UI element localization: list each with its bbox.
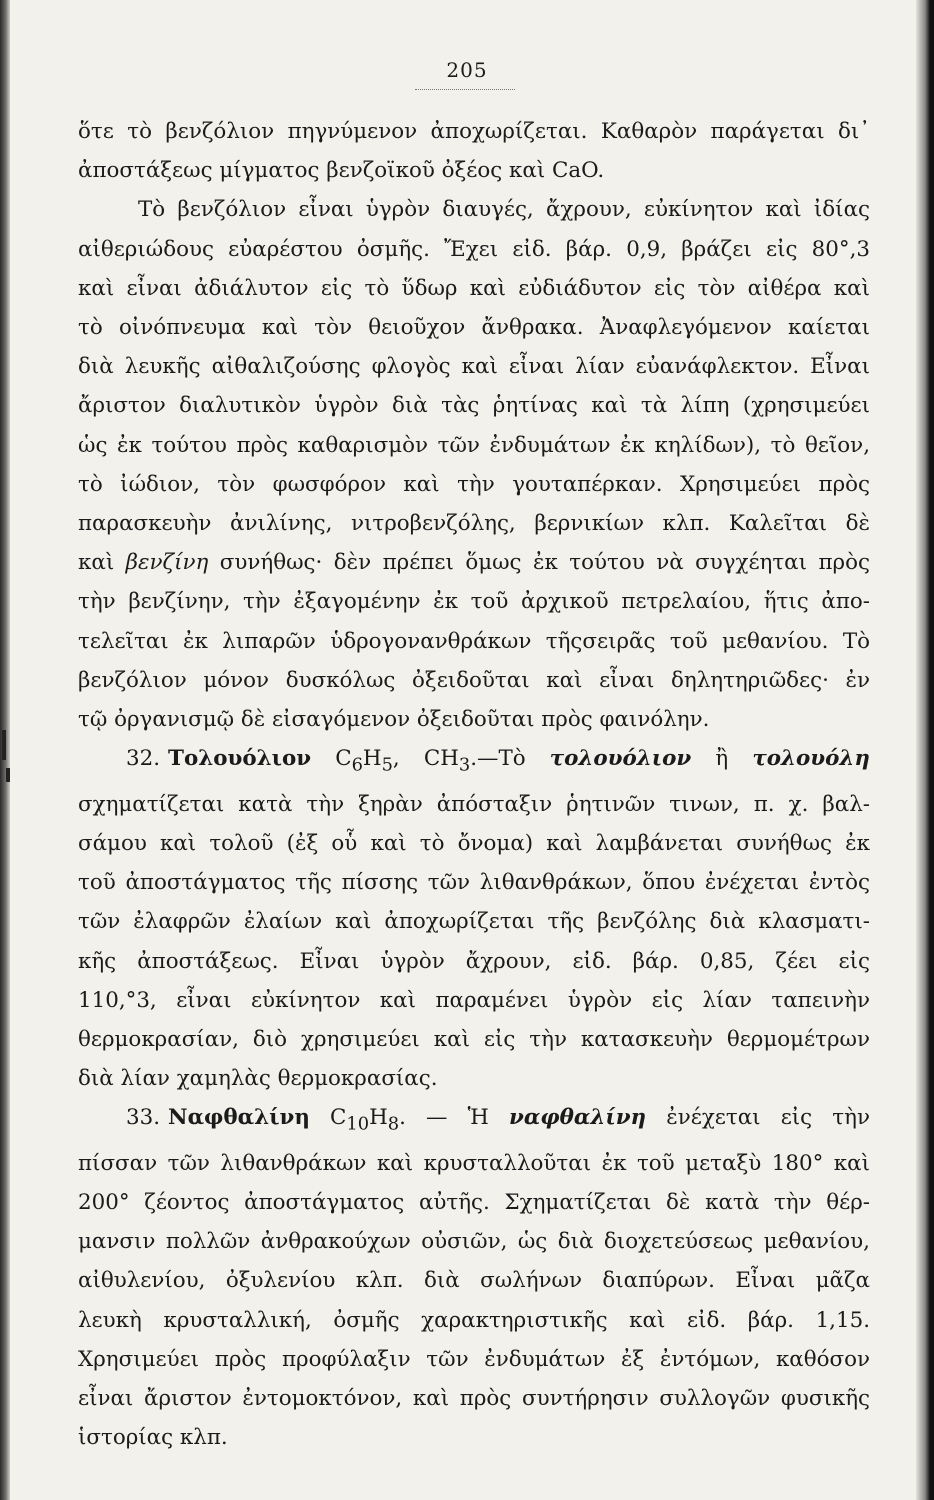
text-line: λευκὴ κρυσταλλική, ὀσμῆς χαρακτηριστικῆς καὶ εἰδ. βάρ. 1,15. (78, 1307, 870, 1333)
text-line: ἱστορίας κλπ. (78, 1425, 228, 1451)
text-line: 200° ζέοντος ἀποστάγματος αὐτῆς. Σχηματίζεται δὲ κατὰ τὴν θέρ- (78, 1190, 870, 1216)
italic-term: ναφθαλίνη (508, 1105, 647, 1131)
formula (335, 746, 471, 776)
text-line: βενζόλιον μόνον δυσκόλως ὀξειδοῦται καὶ εἶναι δηλητηριῶδες· ἐν (78, 667, 870, 693)
text-fragment: . — Ἡ (399, 1105, 489, 1131)
italic-term: τολουόλη (752, 746, 870, 772)
text-fragment: .—Τὸ (470, 746, 526, 772)
text-fragment: συνήθως· δὲν πρέπει ὅμως ἐκ τούτου νὰ συγχέηται πρὸς (219, 550, 870, 576)
text-line: αἰθεριώδους εὐαρέστου ὀσμῆς. Ἔχει εἰδ. βάρ. 0,9, βράζει εἰς 80°,3 (78, 236, 870, 262)
text-line: τελεῖται ἐκ λιπαρῶν ὑδρογονανθράκων τῆςσειρᾶς τοῦ μεθανίου. Τὸ (78, 628, 870, 654)
text-line: παρασκευὴν ἀνιλίνης, νιτροβενζόλης, βερνικίων κλπ. Καλεῖται δὲ (78, 511, 870, 537)
section-title: Τολουόλιον (168, 746, 312, 772)
text-line: Τὸ βενζόλιον εἶναι ὑγρὸν διαυγές, ἄχρουν, εὐκίνητον καὶ ἰδίας (138, 197, 870, 223)
section-heading-33 (78, 1098, 870, 1143)
text-line: ἀποστάξεως μίγματος βενζοϊκοῦ ὀξέος καὶ CaO. (78, 158, 605, 184)
text-line: καὶ εἶναι ἀδιάλυτον εἰς τὸ ὕδωρ καὶ εὐδιάδυτον εἰς τὸν αἰθέρα καὶ (78, 275, 870, 301)
text-fragment: ἐνέχεται εἰς τὴν (666, 1105, 870, 1131)
text-fragment: καὶ (78, 550, 115, 576)
formula-subscript: 6 (351, 754, 363, 776)
formula-symbol: C (335, 746, 352, 772)
formula-symbol: CH (423, 746, 459, 772)
section-number: 33. (126, 1105, 161, 1131)
margin-mark (6, 768, 10, 782)
formula-subscript: 10 (346, 1113, 370, 1135)
text-line: τῶν ἐλαφρῶν ἐλαίων καὶ ἀποχωρίζεται τῆς βενζόλης διὰ κλασματι- (78, 909, 870, 935)
text-line: αἰθυλενίου, ὀξυλενίου κλπ. διὰ σωλήνων διαπύρων. Εἶναι μᾶζα (78, 1268, 870, 1294)
text-line: 110,°3, εἶναι εὐκίνητον καὶ παραμένει ὑγρὸν εἰς λίαν ταπεινὴν (78, 987, 870, 1013)
formula-symbol: H (362, 746, 382, 772)
formula-subscript: 5 (381, 754, 393, 776)
section-heading-32 (78, 739, 870, 784)
text-line: τὸ ἰώδιον, τὸν φωσφόρον καὶ τὴν γουταπέρκαν. Χρησιμεύει πρὸς (78, 471, 870, 497)
text-line: τῷ ὀργανισμῷ δὲ εἰσαγόμενον ὀξειδοῦται πρὸς φαινόλην. (78, 707, 710, 733)
text-line: Χρησιμεύει πρὸς προφύλαξιν τῶν ἐνδυμάτων ἐξ ἐντόμων, καθόσον (78, 1346, 870, 1372)
text-line: τὴν βενζίνην, τὴν ἐξαγομένην ἐκ τοῦ ἀρχικοῦ πετρελαίου, ἥτις ἀπο- (78, 589, 870, 615)
text-line: διὰ λευκῆς αἰθαλιζούσης φλογὸς καὶ εἶναι λίαν εὐανάφλεκτον. Εἶναι (78, 354, 870, 380)
margin-mark (2, 730, 6, 760)
text-line: σχηματίζεται κατὰ τὴν ξηρὰν ἀπόσταξιν ῥητινῶν τινων, π. χ. βαλ- (78, 791, 870, 817)
text-line: θερμοκρασίαν, διὸ χρησιμεύει καὶ εἰς τὴν κατασκευὴν θερμομέτρων (78, 1026, 870, 1052)
text-line: σάμου καὶ τολοῦ (ἐξ οὗ καὶ τὸ ὄνομα) καὶ λαμβάνεται συνήθως ἐκ (78, 830, 870, 856)
formula-symbol: H (369, 1105, 388, 1131)
text-line: κῆς ἀποστάξεως. Εἶναι ὑγρὸν ἄχρουν, εἰδ. βάρ. 0,85, ζέει εἰς (78, 948, 870, 974)
formula-separator: , (392, 746, 400, 772)
text-line: πίσσαν τῶν λιθανθράκων καὶ κρυσταλλοῦται ἐκ τοῦ μεταξὺ 180° καὶ (78, 1150, 870, 1176)
text-line (78, 543, 870, 582)
text-line: μανσιν πολλῶν ἀνθρακούχων οὐσιῶν, ὡς διὰ διοχετεύσεως μεθανίου, (78, 1229, 870, 1255)
text-line: διὰ λίαν χαμηλὰς θερμοκρασίας. (78, 1066, 438, 1092)
italic-term: βενζίνη (125, 550, 209, 576)
page-number: 205 (446, 58, 488, 82)
section-number: 32. (126, 746, 161, 772)
italic-term: τολουόλιον (549, 746, 692, 772)
formula (330, 1105, 400, 1135)
text-line: ἄριστον διαλυτικὸν ὑγρὸν διὰ τὰς ῥητίνας καὶ τὰ λίπη (χρησιμεύει (78, 393, 870, 419)
page-number-rule (415, 89, 515, 90)
formula-subscript: 3 (458, 754, 471, 776)
text-line: τὸ οἰνόπνευμα καὶ τὸν θειοῦχον ἄνθρακα. Ἀναφλεγόμενον καίεται (78, 315, 870, 341)
text-line: ὅτε τὸ βενζόλιον πηγνύμενον ἀποχωρίζεται. Καθαρὸν παράγεται δι᾽ (78, 119, 870, 144)
text-line: ὡς ἐκ τούτου πρὸς καθαρισμὸν τῶν ἐνδυμάτων ἐκ κηλίδων), τὸ θεῖον, (78, 432, 870, 458)
text-line: τοῦ ἀποστάγματος τῆς πίσσης τῶν λιθανθράκων, ὅπου ἐνέχεται ἐντὸς (78, 870, 870, 896)
page-body (78, 112, 870, 1457)
text-line: εἶναι ἄριστον ἐντομοκτόνον, καὶ πρὸς συντήρησιν συλλογῶν φυσικῆς (78, 1386, 870, 1412)
page-right-edge-shadow (916, 0, 934, 1500)
formula-subscript: 8 (387, 1113, 400, 1135)
text-fragment: ἢ (715, 746, 729, 772)
formula-symbol: C (330, 1105, 347, 1131)
section-title: Ναφθαλίνη (168, 1105, 310, 1131)
